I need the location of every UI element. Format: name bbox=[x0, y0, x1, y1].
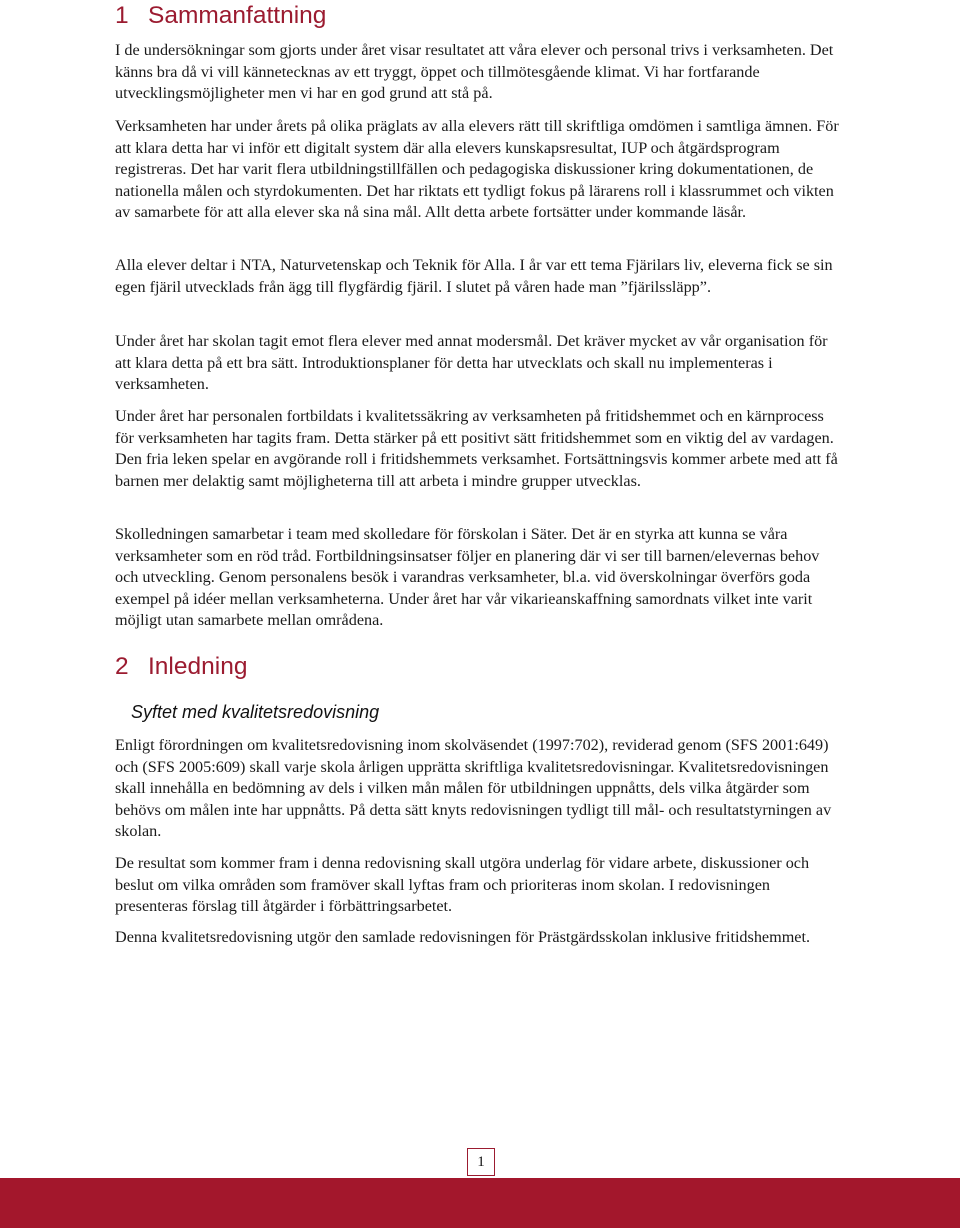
paragraph: De resultat som kommer fram i denna redovisning skall utgöra underlag för vidare arbete, diskussioner och beslut om vilka områden som framöver skall lyftas fram och prioriteras inom skolan. I redovisningen presenteras förslag till åtgärder i förbättringsarbetet. bbox=[115, 854, 810, 916]
footer-bar bbox=[0, 1178, 960, 1228]
subheading: Syftet med kvalitetsredovisning bbox=[131, 702, 380, 722]
paragraph: Verksamheten har under årets på olika präglats av alla elevers rätt till skriftliga omdömen i samtliga ämnen. För att klara detta har vi inför ett digitalt system där alla elevers kunskapsresultat, IUP och åtgärdsprogram registreras. Det har varit flera utbildningstillfällen och pedagogiska diskussioner kring dokumentationen, de nationella målen och styrdokumenten. Det har riktats ett tydligt fokus på lärarens roll i klassrummet och vikten av samarbete för att alla elever ska nå sina mål. Allt detta arbete fortsätter under kommande läsår. bbox=[115, 117, 839, 222]
page-number: 1 bbox=[467, 1148, 495, 1176]
paragraph: Skolledningen samarbetar i team med skolledare för förskolan i Säter. Det är en styrka att kunna se våra verksamheter som en röd tråd. Fortbildningsinsatser följer en planering där vi ser till barnen/elevernas behov och utveckling. Genom personalens besök i varandras verksamheter, bl.a. vid överskolningar överförs goda exempel på idéer mellan verksamheterna. Under året har vår vikarieanskaffning samordnats vilket inte varit möjligt utan samarbete mellan områdena. bbox=[115, 525, 820, 630]
paragraph: I de undersökningar som gjorts under året visar resultatet att våra elever och personal trivs i verksamheten. Det känns bra då vi vill kännetecknas av ett tryggt, öppet och tillmötesgående klimat. Vi har fortfarande utvecklingsmöjligheter men vi har en god grund att stå på. bbox=[115, 41, 834, 103]
paragraph: Enligt förordningen om kvalitetsredovisning inom skolväsendet (1997:702), reviderad genom (SFS 2001:649) och (SFS 2005:609) skall varje skola årligen upprätta skriftliga kvalitetsredovisningar. Kvalitetsredovisningen skall innehålla en bedömning av dels i vilken mån målen för utbildningen uppnåtts, dels vilka åtgärder som behövs om målen inte har uppnåtts. På detta sätt knyts redovisningen tydligt till mål- och resultatstyrningen av skolan. bbox=[115, 736, 832, 841]
paragraph: Alla elever deltar i NTA, Naturvetenskap och Teknik för Alla. I år var ett tema Fjärilars liv, eleverna fick se sin egen fjäril utvecklads från ägg till flygfärdig fjäril. I slutet på våren hade man ”fjärilssläpp”. bbox=[115, 256, 833, 296]
paragraph: Under året har personalen fortbildats i kvalitetssäkring av verksamheten på fritidshemmet och en kärnprocess för verksamheten har tagits fram. Detta stärker på ett positivt sätt fritidshemmet som en viktig del av vardagen. Den fria leken spelar en avgörande roll i fritidshemmets verksamhet. Fortsättningsvis kommer arbete med att få barnen mer delaktig samt möjligheterna till att arbeta i mindre grupper utvecklas. bbox=[115, 407, 838, 490]
paragraph: Denna kvalitetsredovisning utgör den samlade redovisningen för Prästgärdsskolan inklusive fritidshemmet. bbox=[115, 928, 811, 946]
section-title: Sammanfattning bbox=[148, 2, 327, 29]
section-number: 1 bbox=[115, 2, 129, 29]
section-title: Inledning bbox=[148, 653, 248, 680]
section-number: 2 bbox=[115, 653, 129, 680]
section-heading-inledning bbox=[115, 652, 247, 682]
section-heading-sammanfattning bbox=[115, 1, 326, 31]
paragraph: Under året har skolan tagit emot flera elever med annat modersmål. Det kräver mycket av vår organisation för att klara detta på ett bra sätt. Introduktionsplaner för detta har utvecklats och skall nu implementeras i verksamheten. bbox=[115, 332, 828, 394]
